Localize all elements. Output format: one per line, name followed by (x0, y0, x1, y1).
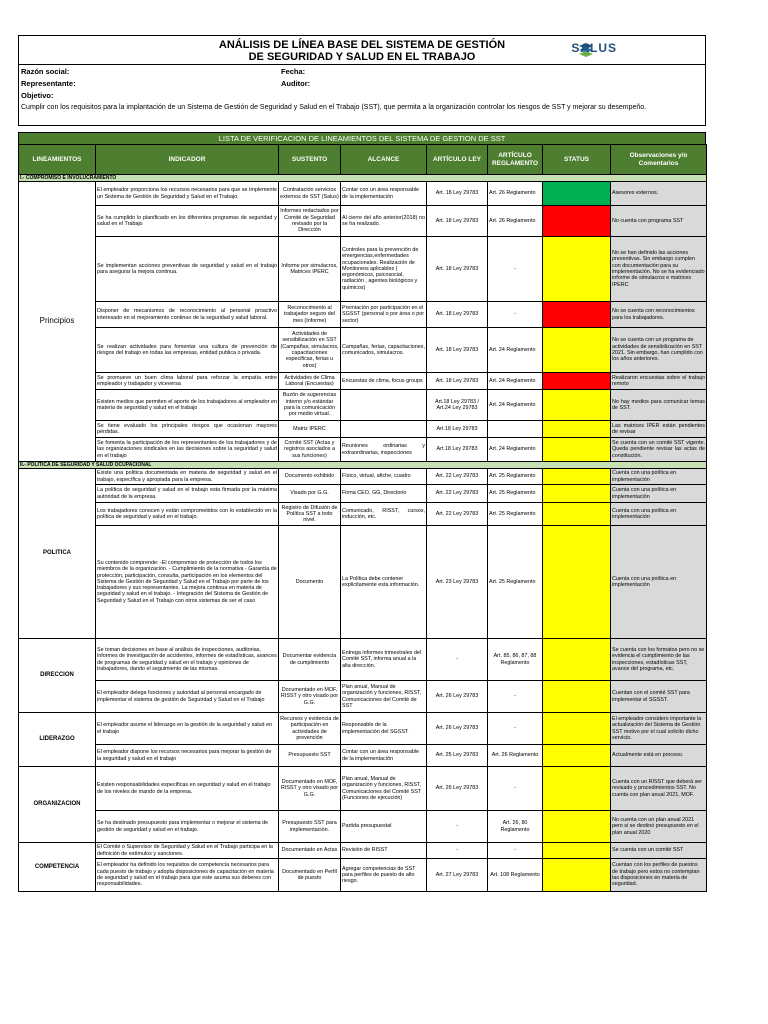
cell-ley: Art. 23 Ley 29783 (427, 526, 488, 639)
cell-reglamento: - (488, 843, 543, 859)
cell-observaciones: Cuenta con una política en implementación (611, 503, 707, 526)
cell-ley: Art. 18 Ley 29783 (427, 182, 488, 206)
cell-reglamento: Art. 25 Reglamento (488, 485, 543, 503)
cell-indicador: Se ha cumplido lo planificado en los diferentes programas de seguridad y salud en el Trabajo (96, 206, 279, 237)
cell-observaciones: No se han definido las acciones preventivas. Sin embargo cumplen con documentación para su implementación. No se ha evidenciado informe de simulacros e matrices IPERC (611, 237, 707, 302)
cell-ley: Art. 26 Ley 29783 (427, 681, 488, 713)
cell-reglamento: - (488, 713, 543, 745)
section-row (19, 175, 707, 182)
status-cell (543, 639, 611, 681)
table-row (19, 767, 707, 811)
status-cell (543, 767, 611, 811)
status-cell (543, 206, 611, 237)
cell-reglamento: - (488, 302, 543, 328)
cell-alcance: Agregar competencias de SST para perfiles de puesto de alto riesgo. (341, 859, 427, 892)
cell-reglamento: Art. 26 Reglamento (488, 745, 543, 767)
cell-observaciones: Actualmente está en proceso. (611, 745, 707, 767)
cell-observaciones: No cuenta con programa SST (611, 206, 707, 237)
status-cell (543, 421, 611, 438)
cell-reglamento: Art. 26, 80 Reglamento (488, 811, 543, 843)
cell-observaciones: No se cuenta con un programa de actividades de sensibilización en SST 2021. Sin embargo, han cumplido con los años anteriores. (611, 328, 707, 373)
cell-reglamento: Art. 25 Reglamento (488, 503, 543, 526)
cell-sustento: Documentado en Perfil de puesto (279, 859, 341, 892)
cell-alcance: Comunicado, RISST, cursos, inducción, etc. (341, 503, 427, 526)
cell-ley: Art.18 Ley 29783 / Art.24 Ley 29783 (427, 390, 488, 421)
checklist-table (18, 144, 707, 892)
cell-indicador: Se toman decisiones en base al análisis de inspecciones, auditorias, informes de investigación de accidentes, informes de estadísticas, avances de programas de seguridad y salud en el trabajo y opiniones de trabajadores, dando el seguimiento de las mismas. (96, 639, 279, 681)
cell-indicador: El empleador proporciona los recursos necesarios para que se implemente un Sistema de Gestión de Seguridad y Salud en el Trabajo. (96, 182, 279, 206)
cell-indicador: Se fomenta la participación de los representantes de los trabajadores y de las organizaciones sindicales en las decisiones sobre la seguridad y salud en el trabajo (96, 438, 279, 462)
cell-ley: - (427, 843, 488, 859)
table-row (19, 485, 707, 503)
status-cell (543, 526, 611, 639)
table-row (19, 811, 707, 843)
cell-ley: Art.18 Ley 29783 (427, 438, 488, 462)
cell-indicador: Se ha destinado presupuesto para implementar o mejorar el sistema de gestión de seguridad y salud en el trabajo. (96, 811, 279, 843)
section-title: II.- POLITICA DE SEGURIDAD Y SALUD OCUPACIONAL (19, 462, 707, 469)
cell-ley: Art. 18 Ley 29783 (427, 373, 488, 390)
status-cell (543, 438, 611, 462)
cell-alcance: Contar con un área responsable de la implementación (341, 745, 427, 767)
table-row (19, 681, 707, 713)
cell-sustento: Buzón de sugerencias interno y/o estándar para la comunicación por medio virtual. (279, 390, 341, 421)
title-line-2: DE SEGURIDAD Y SALUD EN EL TRABAJO (248, 51, 476, 63)
status-cell (543, 469, 611, 485)
table-row (19, 503, 707, 526)
cell-observaciones: Cuenta con una política en implementación (611, 485, 707, 503)
cell-alcance: Contar con un área responsable de la implementación (341, 182, 427, 206)
group-competencia: COMPETENCIA (19, 843, 96, 892)
cell-ley: Art. 26 Ley 29783 (427, 713, 488, 745)
col-articulo-ley: ARTÍCULO LEY (427, 145, 488, 175)
cell-indicador: El empleador dispone los recursos necesarios para mejorar la gestión de la seguridad y salud en el trabajo (96, 745, 279, 767)
cell-sustento: Presupuesto SST para implementación. (279, 811, 341, 843)
cell-observaciones: No cuenta con un plan anual 2021 pero si se destinó presupuesto en el plan anual 2020 (611, 811, 707, 843)
cell-indicador: Los trabajadores conocen y están comprometidos con lo establecido en la política de seguridad y salud en el trabajo. (96, 503, 279, 526)
cell-ley: Art.18 Ley 29783 (427, 421, 488, 438)
cell-reglamento: - (488, 681, 543, 713)
cell-alcance: Premiación por participación en el SGSST (personal o por área o por sector) (341, 302, 427, 328)
list-title: LISTA DE VERIFICACION DE LINEAMIENTOS DEL SISTEMA DE GESTION DE SST (18, 132, 706, 144)
cell-indicador: Existe una política documentada en materia de seguridad y salud en el trabajo, específica y apropiada para la empresa. (97, 470, 277, 483)
cell-ley: Art. 22 Ley 29783 (427, 469, 488, 485)
cell-sustento: Registro de Difusión de Política SST a todo nivel. (279, 503, 341, 526)
cell-sustento: Recursos y evidencia de participación en actividades de prevención (279, 713, 341, 745)
cell-reglamento (488, 421, 543, 438)
col-sustento: SUSTENTO (279, 145, 341, 175)
cell-ley: Art. 18 Ley 29783 (427, 206, 488, 237)
cell-indicador: Se realizan actividades para fomentar una cultura de prevención de riesgos del trabajo en todas las empresas, entidad publica o privada. (96, 328, 279, 373)
cell-sustento: Documentado en MOF, RISST y otro visado por G.G. (279, 681, 341, 713)
cell-reglamento: Art. 25 Reglamento (488, 526, 543, 639)
cell-alcance: Al cierre del año anterior(2018) no se ha realizado. (341, 206, 427, 237)
cell-alcance: Plan anual, Manual de organización y funciones, RISST, Comunicaciones del Comité SST (Funciones de ejecución) (341, 767, 427, 811)
cell-sustento: Reconocimiento al trabajador seguro del mes (Informe) (279, 302, 341, 328)
title-line-1: ANÁLISIS DE LÍNEA BASE DEL SISTEMA DE GESTIÓN (218, 39, 506, 51)
cell-observaciones: No se cuenta con reconocimientos para los trabajadores. (611, 302, 707, 328)
cell-indicador: El empleador asume el liderazgo en la gestión de la seguridad y salud en el trabajo (96, 713, 279, 745)
table-row (19, 206, 707, 237)
cell-observaciones: El empleador considero importante la actualización del Sistema de Gestión SST motivo por el cual solicito dicho servicio. (611, 713, 707, 745)
col-articulo-reglamento: ARTÍCULO REGLAMENTO (488, 145, 543, 175)
audit-meta (18, 65, 706, 126)
cell-sustento: Comité SST (Actas y registros asociados a sus funciones) (279, 438, 341, 462)
cell-observaciones: Realizaron encuestas sobre el trabajo remoto (611, 373, 707, 390)
col-indicador: INDICADOR (96, 145, 279, 175)
cell-observaciones: Las matrices IPER están pendientes de revisar (611, 421, 707, 438)
cell-observaciones: Cuenta con una política en implementación (611, 526, 707, 639)
objetivo-label: Objetivo: (21, 91, 54, 100)
cell-alcance: Encuestas de clima, focus groups (341, 373, 427, 390)
col-lineamientos: LINEAMIENTOS (19, 145, 96, 175)
cell-sustento: Documento exhibido (279, 469, 341, 485)
group-organizacion: ORGANIZACION (19, 767, 96, 843)
cell-alcance (341, 421, 427, 438)
cell-reglamento: Art. 26 Reglamento (488, 182, 543, 206)
status-cell (543, 843, 611, 859)
cell-observaciones: Se cuenta con los formatos pero no se evidencia el cumplimiento de las inspecciones, estadísticas SST, avance del programa, etc. (611, 639, 707, 681)
cell-observaciones: No hay medios para comunicar temas de SST. (611, 390, 707, 421)
cell-observaciones: Cuenta con un RISST que deberá ser revisado y procedimientos SST. No cuenta con plan anual 2021, MOF. (611, 767, 707, 811)
table-row (19, 639, 707, 681)
cell-indicador: Disponer de mecanismos de reconocimiento al personal proactivo interesado en el mejoramiento continuo de la seguridad y salud laboral. (96, 302, 279, 328)
cell-ley: Art. 22 Ley 29783 (427, 485, 488, 503)
cell-indicador: Se tiene evaluado los principales riesgos que ocasionan mayores pérdidas. (96, 421, 279, 438)
cell-indicador: Existen medios que permiten el aporte de los trabajadores al empleador en materia de seguridad y salud en el trabajo (96, 390, 279, 421)
status-cell (543, 237, 611, 302)
representante-label: Representante: (21, 79, 76, 88)
cell-alcance: Plan anual, Manual de organización y funciones, RISST, Comunicaciones del Comité de SST (341, 681, 427, 713)
cell-ley: Art. 18 Ley 29783 (427, 328, 488, 373)
cell-alcance: Campañas, ferias, capacitaciones, comunicados, simulacros. (341, 328, 427, 373)
table-row (19, 237, 707, 302)
status-cell (543, 328, 611, 373)
auditor-label: Auditor: (281, 79, 311, 88)
col-observaciones: Observaciones y/o Comentarios (611, 145, 707, 175)
cell-alcance: Controles para la prevención de emergencias,enfermedades ocupacionales. Realización de Monitoreos aplicables ( ergonómicos, psicosocial, radiación , agentes biológicos y químicos) (341, 237, 427, 302)
cell-sustento: Visado por G.G. (279, 485, 341, 503)
cell-indicador: El empleador delega funciones y autoridad al personal encargado de implementar el sistema de gestión de Seguridad y Salud en el Trabajo (96, 681, 279, 713)
cell-observaciones: Se cuenta con un comité SST vigente. Queda pendiente revisar las actas de constitución. (611, 438, 707, 462)
table-row (19, 745, 707, 767)
cell-alcance: Físico, virtual, afiche, cuadro (341, 469, 427, 485)
cell-sustento: Documentado en Actas (279, 843, 341, 859)
cell-alcance: Partida presupuestal (341, 811, 427, 843)
fecha-label: Fecha: (281, 67, 306, 76)
cell-sustento: Actividades de Clima Laboral (Encuestas) (279, 373, 341, 390)
status-cell (543, 681, 611, 713)
cell-reglamento: Art. 26 Reglamento (488, 206, 543, 237)
cell-reglamento: Art. 24 Reglamento (488, 438, 543, 462)
cell-sustento: Documento (279, 526, 341, 639)
table-row (19, 843, 707, 859)
table-row (19, 328, 707, 373)
cell-reglamento: Art. 85, 86, 87, 88 Reglamento (488, 639, 543, 681)
status-cell (543, 859, 611, 892)
cell-alcance: Entrega informes trimestrales del Comité SST, informa anual a la alta dirección. (341, 639, 427, 681)
cell-alcance: Firma CEO, GG, Directorio (341, 485, 427, 503)
table-row (19, 182, 707, 206)
table-row (19, 421, 707, 438)
cell-alcance: Reuniones ordinarias y extraordinarias, inspecciones (341, 438, 427, 462)
cell-observaciones: Cuenta con una política en implementación (611, 469, 707, 485)
group-liderazgo: LIDERAZGO (19, 713, 96, 767)
cell-ley: Art. 18 Ley 29783 (427, 237, 488, 302)
cell-ley: - (427, 639, 488, 681)
cell-sustento: Informes redactados por Comité de Seguridad revisado por la Dirección (279, 206, 341, 237)
table-row (19, 438, 707, 462)
cell-reglamento: Art. 24 Reglamento (488, 373, 543, 390)
cell-ley: Art. 18 Ley 29783 (427, 302, 488, 328)
table-row (19, 526, 707, 639)
cell-sustento: Presupuesto SST (279, 745, 341, 767)
status-cell (543, 713, 611, 745)
table-header-row (19, 145, 707, 175)
cell-sustento: Documentado en MOF, RISST y otro visado por G.G. (279, 767, 341, 811)
cell-alcance: Responsable de la implementación del SGSST (341, 713, 427, 745)
cell-sustento: Documentar evidencia de cumplimiento (279, 639, 341, 681)
cell-observaciones: Cuentan con el comité SST para implementar el SGSST. (611, 681, 707, 713)
cell-alcance (341, 390, 427, 421)
col-alcance: ALCANCE (341, 145, 427, 175)
cell-indicador: Su contenido comprende: -El compromiso de protección de todos los miembros de la organización. - Cumplimiento de la normativa - Garantía de protección, participación, consulta, participación en los elementos del Sistema de Gestión de Seguridad y Salud en el Trabajo por parte de los trabajadores y sus representantes. La mejora continua en materia de seguridad y salud en el trabajo. - Integración del Sistema de Gestión de Seguridad y Salud en el Trabajo con otros sistemas de ser el caso (96, 526, 279, 639)
col-status: STATUS (543, 145, 611, 175)
cell-reglamento: Art. 108 Reglamento (488, 859, 543, 892)
table-row (19, 469, 707, 485)
cell-sustento: Informe por simulacros, Matrices IPERC (279, 237, 341, 302)
status-cell (543, 503, 611, 526)
table-row (19, 713, 707, 745)
cell-ley: Art. 25 Ley 29783 (427, 745, 488, 767)
cell-ley: - (427, 811, 488, 843)
table-row (19, 373, 707, 390)
cell-indicador: El empleador ha definido los requisitos de competencia necesarios para cada puesto de trabajo y adopta disposiciones de capacitación en materia de seguridad y salud en el trabajo para que este asuma sus deberes con responsabilidades. (96, 859, 279, 892)
cell-reglamento: Art. 24 Reglamento (488, 328, 543, 373)
baseline-audit-sheet (18, 35, 706, 892)
cell-alcance: La Política debe contener explícitamente esta información. (341, 526, 427, 639)
status-cell (543, 485, 611, 503)
cell-reglamento: Art. 25 Reglamento (488, 469, 543, 485)
cell-observaciones: Se cuenta con un comité SST (611, 843, 707, 859)
document-header (18, 35, 706, 65)
cell-sustento: Actividades de sensibilización en SST (Campañas, simulacros, capacitaciones especificas, ferias u otros) (279, 328, 341, 373)
group-principios: Principios (19, 182, 96, 462)
cell-sustento: Contratación servicios externos de SST (Salus) (279, 182, 341, 206)
table-row (19, 302, 707, 328)
status-cell (543, 302, 611, 328)
section-title: I.- COMPROMISO E INVOLUCRAMIENTO (19, 175, 707, 182)
cell-indicador: Se implementan acciones preventivas de seguridad y salud en el trabajo para asegurar la mejora continua. (96, 237, 279, 302)
cell-ley: Art. 26 Ley 29783 (427, 767, 488, 811)
cell-observaciones: Cuentan con los perfiles de puestos de trabajo pero estos no contemplan las disposiciones en materia de seguridad. (611, 859, 707, 892)
status-cell (543, 373, 611, 390)
status-cell (543, 745, 611, 767)
razon-social-label: Razón social: (21, 67, 70, 76)
status-cell (543, 390, 611, 421)
cell-indicador: Existen responsabilidades específicas en seguridad y salud en el trabajo de los niveles de mando de la empresa. (96, 767, 279, 811)
cell-reglamento: - (488, 767, 543, 811)
cell-observaciones: Asesores externos. (611, 182, 707, 206)
cell-alcance: Revisión de RISST (341, 843, 427, 859)
status-cell (543, 811, 611, 843)
cell-sustento: Matriz IPERC (279, 421, 341, 438)
section-row (19, 462, 707, 469)
cell-reglamento: - (488, 237, 543, 302)
table-row (19, 390, 707, 421)
group-politica: POLITICA (19, 469, 96, 639)
cell-indicador: La política de seguridad y salud en el trabajo esta firmada por la máxima autoridad de la empresa. (96, 485, 279, 503)
objetivo-text: Cumplir con los requisitos para la implantación de un Sistema de Gestión de Seguridad y Salud en el Trabajo (SST), que permita a la organización controlar los riesgos de SST y mejorar su desempeño. (21, 104, 647, 111)
group-direccion: DIRECCION (19, 639, 96, 713)
cell-indicador: Se promueve un buen clima laboral para reforzar la empatía entre empleador y trabajador y viceversa (96, 373, 279, 390)
cell-ley: Art. 27 Ley 29783 (427, 859, 488, 892)
status-cell (543, 182, 611, 206)
cell-reglamento: Art. 24 Reglamento (488, 390, 543, 421)
cell-ley: Art. 22 Ley 29783 (427, 503, 488, 526)
table-row (19, 859, 707, 892)
logo-text: SALUS (571, 41, 617, 55)
cell-indicador: El Comité o Supervisor de Seguridad y Salud en el Trabajo participa en la definición de estímulos y sanciones. (96, 843, 279, 859)
